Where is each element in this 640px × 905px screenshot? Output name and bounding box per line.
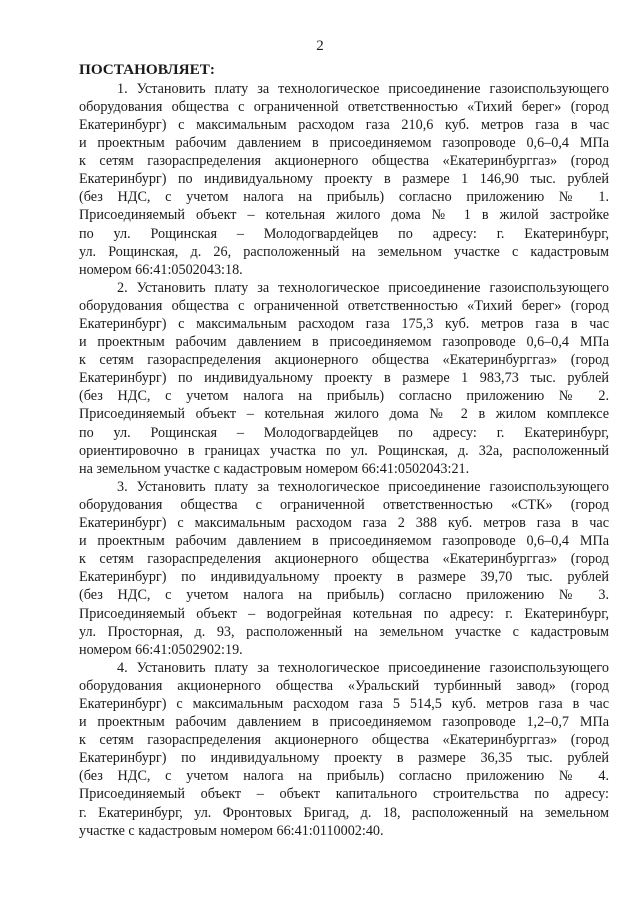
paragraph-line: Присоединяемый объект – котельная жилого дома № 2 в жилом комплексе [79, 406, 609, 423]
clause-paragraph-3 [79, 478, 609, 659]
paragraph-line: и проектным рабочим давлением в присоединяемом газопроводе 0,6–0,4 МПа [79, 135, 609, 152]
paragraph-line: (без НДС, с учетом налога на прибыль) согласно приложению № 1. [79, 189, 609, 206]
paragraph-line: 4. Установить плату за технологическое присоединение газоиспользующего [117, 659, 609, 676]
paragraph-line: 2. Установить плату за технологическое присоединение газоиспользующего [117, 279, 609, 296]
paragraph-line: Екатеринбург) по индивидуальному проекту в размере 39,70 тыс. рублей [79, 569, 609, 586]
paragraph-line: (без НДС, с учетом налога на прибыль) согласно приложению № 3. [79, 587, 609, 604]
paragraph-line: номером 66:41:0502043:18. [79, 261, 243, 278]
paragraph-line: и проектным рабочим давлением в присоединяемом газопроводе 0,6–0,4 МПа [79, 533, 609, 550]
paragraph-list [79, 80, 609, 840]
paragraph-line: к сетям газораспределения акционерного общества «Екатеринбурггаз» (город [79, 352, 609, 369]
paragraph-line: ориентировочно в границах участка по ул. Рощинская, д. 32а, расположенный [79, 442, 609, 459]
paragraph-line: оборудования общества с ограниченной ответственностью «Тихий берег» (город [79, 297, 609, 314]
paragraph-line: 1. Установить плату за технологическое присоединение газоиспользующего [117, 80, 609, 97]
paragraph-line: на земельном участке с кадастровым номером 66:41:0502043:21. [79, 460, 470, 477]
paragraph-line: к сетям газораспределения акционерного общества «Екатеринбурггаз» (город [79, 732, 609, 749]
paragraph-line: ул. Просторная, д. 93, расположенный на земельном участке с кадастровым [79, 623, 609, 640]
paragraph-line: Екатеринбург) с максимальным расходом газа 175,3 куб. метров газа в час [79, 316, 609, 333]
document-body [79, 61, 609, 840]
paragraph-line: (без НДС, с учетом налога на прибыль) согласно приложению № 4. [79, 768, 609, 785]
paragraph-line: Екатеринбург) с максимальным расходом газа 2 388 куб. метров газа в час [79, 515, 609, 532]
clause-paragraph-4 [79, 659, 609, 840]
paragraph-line: Екатеринбург) по индивидуальному проекту в размере 1 146,90 тыс. рублей [79, 171, 609, 188]
paragraph-line: по ул. Рощинская – Молодогвардейцев по адресу: г. Екатеринбург, [79, 225, 609, 242]
paragraph-line: и проектным рабочим давлением в присоединяемом газопроводе 0,6–0,4 МПа [79, 334, 609, 351]
paragraph-line: к сетям газораспределения акционерного общества «Екатеринбурггаз» (город [79, 153, 609, 170]
paragraph-line: г. Екатеринбург, ул. Фронтовых Бригад, д. 18, расположенный на земельном [79, 804, 609, 821]
paragraph-line: оборудования общества с ограниченной ответственностью «СТК» (город [79, 496, 609, 513]
paragraph-line: оборудования общества с ограниченной ответственностью «Тихий берег» (город [79, 98, 609, 115]
paragraph-line: по ул. Рощинская – Молодогвардейцев по адресу: г. Екатеринбург, [79, 424, 609, 441]
paragraph-line: ул. Рощинская, д. 26, расположенный на земельном участке с кадастровым [79, 243, 609, 260]
paragraph-line: 3. Установить плату за технологическое присоединение газоиспользующего [117, 478, 609, 495]
paragraph-line: и проектным рабочим давлением в присоединяемом газопроводе 1,2–0,7 МПа [79, 714, 609, 731]
resolution-heading: ПОСТАНОВЛЯЕТ: [79, 61, 215, 78]
clause-paragraph-2 [79, 279, 609, 478]
paragraph-line: оборудования акционерного общества «Уральский турбинный завод» (город [79, 677, 609, 694]
paragraph-line: Екатеринбург) по индивидуальному проекту в размере 1 983,73 тыс. рублей [79, 370, 609, 387]
clause-paragraph-1 [79, 80, 609, 279]
paragraph-line: Екатеринбург) с максимальным расходом газа 5 514,5 куб. метров газа в час [79, 695, 609, 712]
paragraph-line: Екатеринбург) с максимальным расходом газа 210,6 куб. метров газа в час [79, 116, 609, 133]
paragraph-line: Присоединяемый объект – объект капитального строительства по адресу: [79, 786, 609, 803]
paragraph-line: Присоединяемый объект – водогрейная котельная по адресу: г. Екатеринбург, [79, 605, 609, 622]
paragraph-line: номером 66:41:0502902:19. [79, 641, 243, 658]
page-number: 2 [316, 38, 324, 54]
paragraph-line: (без НДС, с учетом налога на прибыль) согласно приложению № 2. [79, 388, 609, 405]
paragraph-line: к сетям газораспределения акционерного общества «Екатеринбурггаз» (город [79, 551, 609, 568]
paragraph-line: Екатеринбург) по индивидуальному проекту в размере 36,35 тыс. рублей [79, 750, 609, 767]
paragraph-line: Присоединяемый объект – котельная жилого дома № 1 в жилой застройке [79, 207, 609, 224]
paragraph-line: участке с кадастровым номером 66:41:0110002:40. [79, 822, 384, 839]
